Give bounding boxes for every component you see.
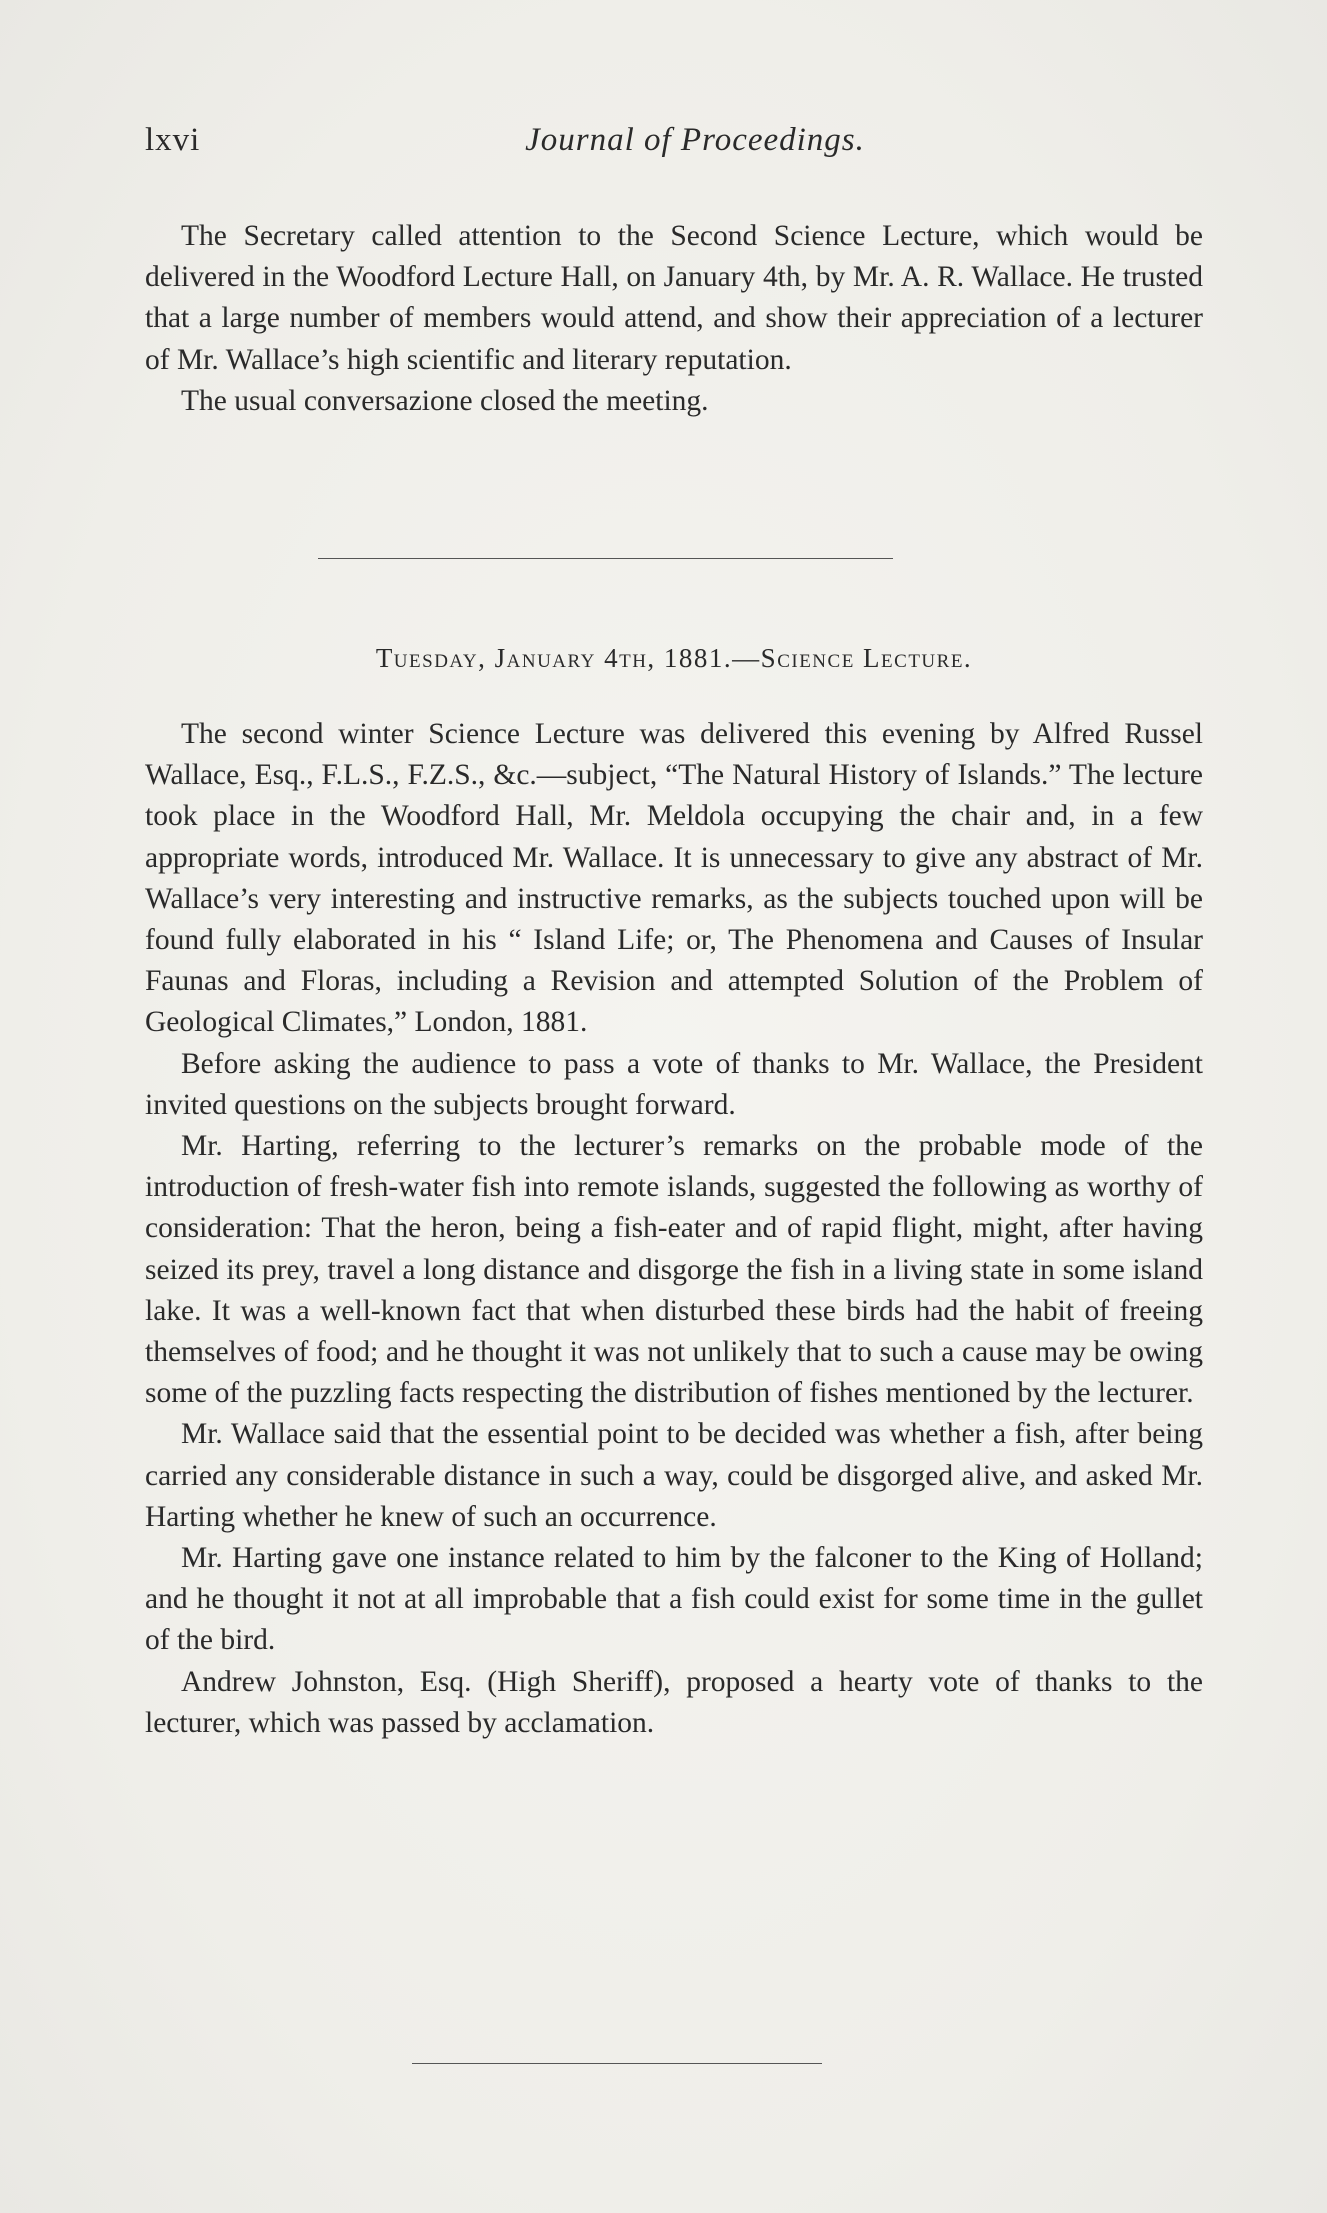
section-divider [318,558,893,559]
paragraph: Mr. Wallace said that the essential point to be decided was whether a fish, after being carried any considerable distance in such a way, could be disgorged alive, and asked Mr. Harting whether he knew of such an occurrence. [145,1418,1203,1533]
running-title: Journal of Proceedings. [525,122,865,158]
end-divider [412,2063,822,2064]
paragraph: The usual conversazione closed the meeting. [181,384,709,417]
section-text [145,714,1203,1744]
opening-text [145,216,1203,422]
paragraph: The second winter Science Lecture was delivered this evening by Alfred Russel Wallace, Esq., F.L.S., F.Z.S., &c.—subject, “The Natural History of Islands.” The lecture took place in the Woodford Hall, Mr. Meldola occupying the chair and, in a few appropriate words, introduced Mr. Wallace. It is unnecessary to give any abstract of Mr. Wallace’s very interesting and instructive remarks, as the subjects touched upon will be found fully elaborated in his “ Island Life; or, The Phenomena and Causes of Insular Faunas and Floras, including a Revision and attempted Solution of the Problem of Geological Climates,” London, 1881. [145,718,1203,1039]
page-number: lxvi [145,122,201,158]
paragraph: Mr. Harting gave one instance related to him by the falconer to the King of Holland; and he thought it not at all improbable that a fish could exist for some time in the gullet of the bird. [145,1542,1203,1657]
paragraph: Mr. Harting, referring to the lecturer’s remarks on the probable mode of the introduction of fresh-water fish into remote islands, suggested the following as worthy of consideration: That the heron, being a fish-eater and of rapid flight, might, after having seized its prey, travel a long distance and disgorge the fish in a living state in some island lake. It was a well-known fact that when disturbed these birds had the habit of freeing themselves of food; and he thought it was not unlikely that to such a cause may be owing some of the puzzling facts respecting the distribution of fishes mentioned by the lecturer. [145,1130,1203,1410]
page-header [145,122,1205,172]
paragraph: Andrew Johnston, Esq. (High Sheriff), proposed a hearty vote of thanks to the lecturer, which was passed by acclamation. [145,1665,1203,1739]
paragraph: The Secretary called attention to the Second Science Lecture, which would be delivered in the Woodford Lecture Hall, on January 4th, by Mr. A. R. Wallace. He trusted that a large number of members would attend, and show their appreciation of a lecturer of Mr. Wallace’s high scientific and literary reputation. [145,220,1203,376]
section-heading: Tuesday, January 4th, 1881.—Science Lecture. [375,643,973,673]
paragraph: Before asking the audience to pass a vote of thanks to Mr. Wallace, the President invited questions on the subjects brought forward. [145,1047,1203,1121]
